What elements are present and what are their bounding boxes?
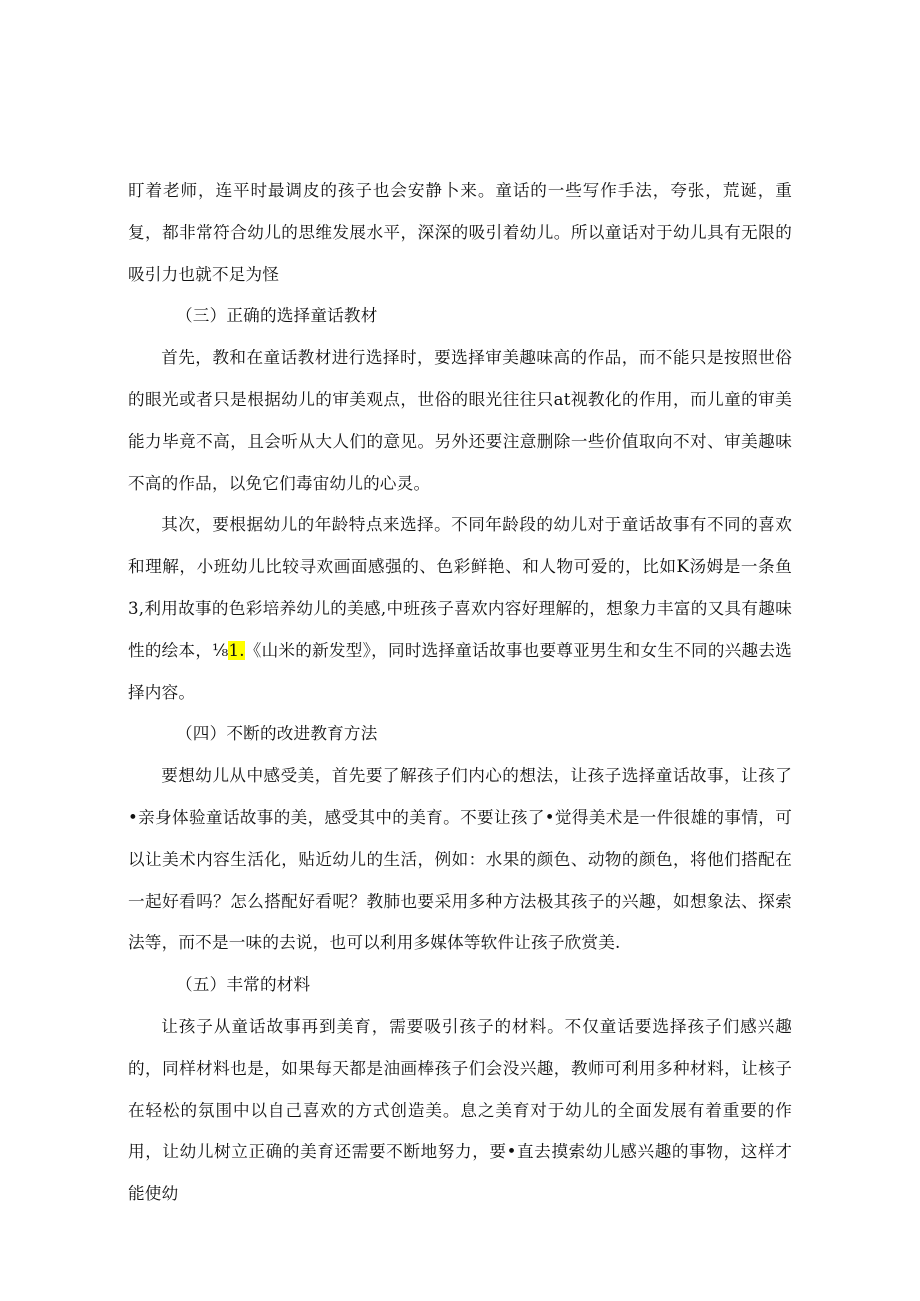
paragraph-text-after-highlight: 《山米的新发型》，同时选择童话故事也要尊亚男生和女生不同的兴趣去选择内容。: [128, 640, 792, 702]
paragraph-text-before-highlight: 其次，要根据幼儿的年龄特点来选择。不同年龄段的幼儿对于童话故事有不同的喜欢和理解，小班幼儿比较寻欢画面感强的、色彩鲜艳、和人物可爱的，比如K汤姆是一条鱼3,利用故事的色彩培养幼儿的美感,中班孩子喜欢内容好理解的，想象力丰富的又具有趣味性的绘本，⅛: [128, 515, 792, 660]
document-body: [128, 170, 792, 1215]
paragraph-age-selection: [128, 504, 792, 713]
highlighted-text: 1.: [228, 640, 245, 660]
paragraph-continuation: 盯着老师，连平时最调皮的孩子也会安静卜来。童话的一些写作手法，夸张，荒诞，重复，都非常符合幼儿的思维发展水平，深深的吸引着幼儿。所以童话对于幼儿具有无限的吸引力也就不足为怪: [128, 181, 792, 284]
section-heading-4: （四）不断的改进教育方法: [176, 724, 378, 744]
paragraph-materials: 让孩子从童话故事再到美育，需要吸引孩子的材料。不仅童话要选择孩子们感兴趣的，同样材料也是，如果每天都是油画棒孩子们会没兴趣，教师可利用多种材料，让核子在轻松的氛围中以自己喜欢的方式创造美。息之美育对于幼儿的全面发展有着重要的作用，让幼儿树立正确的美育还需要不断地努力，要•直去摸索幼儿感兴趣的事物，这样才能使幼: [128, 1016, 792, 1204]
paragraph-teaching-methods: 要想幼儿从中感受美，首先要了解孩子们内心的想法，让孩子选择童话故事，让孩了•亲身体验童话故事的美，感受其中的美育。不要让孩了•觉得美术是一件很雄的事情，可以让美术内容生活化，贴近幼儿的生活，例如：水果的颜色、动物的颜色，将他们搭配在一起好看吗？怎么搭配好看呢？教肺也要采用多种方法极其孩子的兴趣，如想象法、探索法等，而不是一味的去说，也可以利用多媒体等软件让孩子欣赏美.: [128, 766, 792, 953]
section-heading-3: （三）正确的选择童话教材: [176, 306, 378, 326]
section-heading-5: （五）丰常的材料: [176, 975, 311, 995]
paragraph-first-selection: 首先，教和在童话教材进行选择时，要选择审美趣味高的作品，而不能只是按照世俗的眼光或者只是根据幼儿的审美观点，世俗的眼光往往只at视教化的作用，而儿童的审美能力毕竟不高，且会听从大人们的意见。另外还要注意删除一些价值取向不对、审美趣味不高的作品，以免它们毒宙幼儿的心灵。: [128, 348, 792, 493]
